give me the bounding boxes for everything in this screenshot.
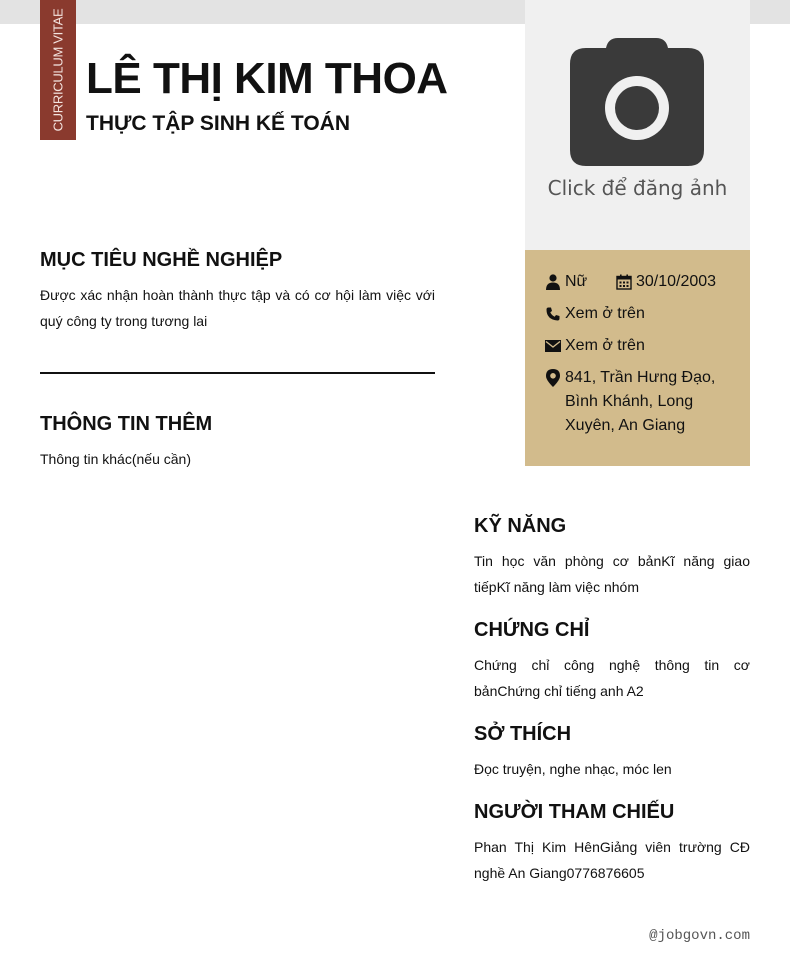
references-title: NGƯỜI THAM CHIẾU <box>474 801 675 823</box>
ribbon-label: CURRICULUM VITAE <box>50 8 66 132</box>
hobbies-body: Đọc truyện, nghe nhạc, móc len <box>474 761 672 777</box>
additional-info-body: Thông tin khác(nếu cần) <box>40 451 191 467</box>
additional-info-title: THÔNG TIN THÊM <box>40 413 213 435</box>
calendar-icon <box>616 270 632 294</box>
address-line-1: 841, Trần Hưng Đạo, <box>565 369 716 386</box>
gender-value: Nữ <box>565 273 588 290</box>
location-pin-icon <box>545 366 561 390</box>
birthdate-row <box>616 270 716 294</box>
birthdate-value: 30/10/2003 <box>636 273 717 290</box>
certificates-body: Chứng chỉ công nghệ thông tin cơ bảnChứng chỉ tiếng anh A2 <box>474 657 750 699</box>
envelope-icon <box>545 334 561 358</box>
person-icon <box>545 270 561 294</box>
camera-icon <box>570 36 704 166</box>
skills-body: Tin học văn phòng cơ bảnKĩ năng giao tiếpKĩ năng làm việc nhóm <box>474 553 750 595</box>
objective-body: Được xác nhận hoàn thành thực tập và có cơ hội làm việc với quý công ty trong tương lai <box>40 287 435 329</box>
references-body: Phan Thị Kim HênGiảng viên trường CĐ nghề An Giang0776876605 <box>474 839 750 881</box>
cv-ribbon <box>40 0 76 140</box>
candidate-name: LÊ THỊ KIM THOA <box>86 54 448 103</box>
candidate-position: THỰC TẬP SINH KẾ TOÁN <box>86 112 350 135</box>
section-divider <box>40 372 435 374</box>
contact-box <box>525 250 750 466</box>
address-line-2: Bình Khánh, Long <box>565 393 694 410</box>
address-value <box>565 366 715 438</box>
email-value: Xem ở trên <box>565 337 645 354</box>
email-row <box>545 334 645 358</box>
hobbies-title: SỞ THÍCH <box>474 723 572 745</box>
phone-icon <box>545 302 561 326</box>
skills-title: KỸ NĂNG <box>474 515 567 537</box>
gender-row <box>545 270 587 294</box>
phone-row <box>545 302 645 326</box>
photo-upload[interactable] <box>525 0 750 250</box>
address-line-3: Xuyên, An Giang <box>565 417 686 434</box>
phone-value: Xem ở trên <box>565 305 645 322</box>
certificates-title: CHỨNG CHỈ <box>474 619 590 641</box>
footer-brand: @jobgovn.com <box>649 928 750 944</box>
address-row <box>545 366 715 438</box>
photo-caption: Click để đăng ảnh <box>547 176 728 200</box>
objective-title: MỤC TIÊU NGHỀ NGHIỆP <box>40 249 283 271</box>
